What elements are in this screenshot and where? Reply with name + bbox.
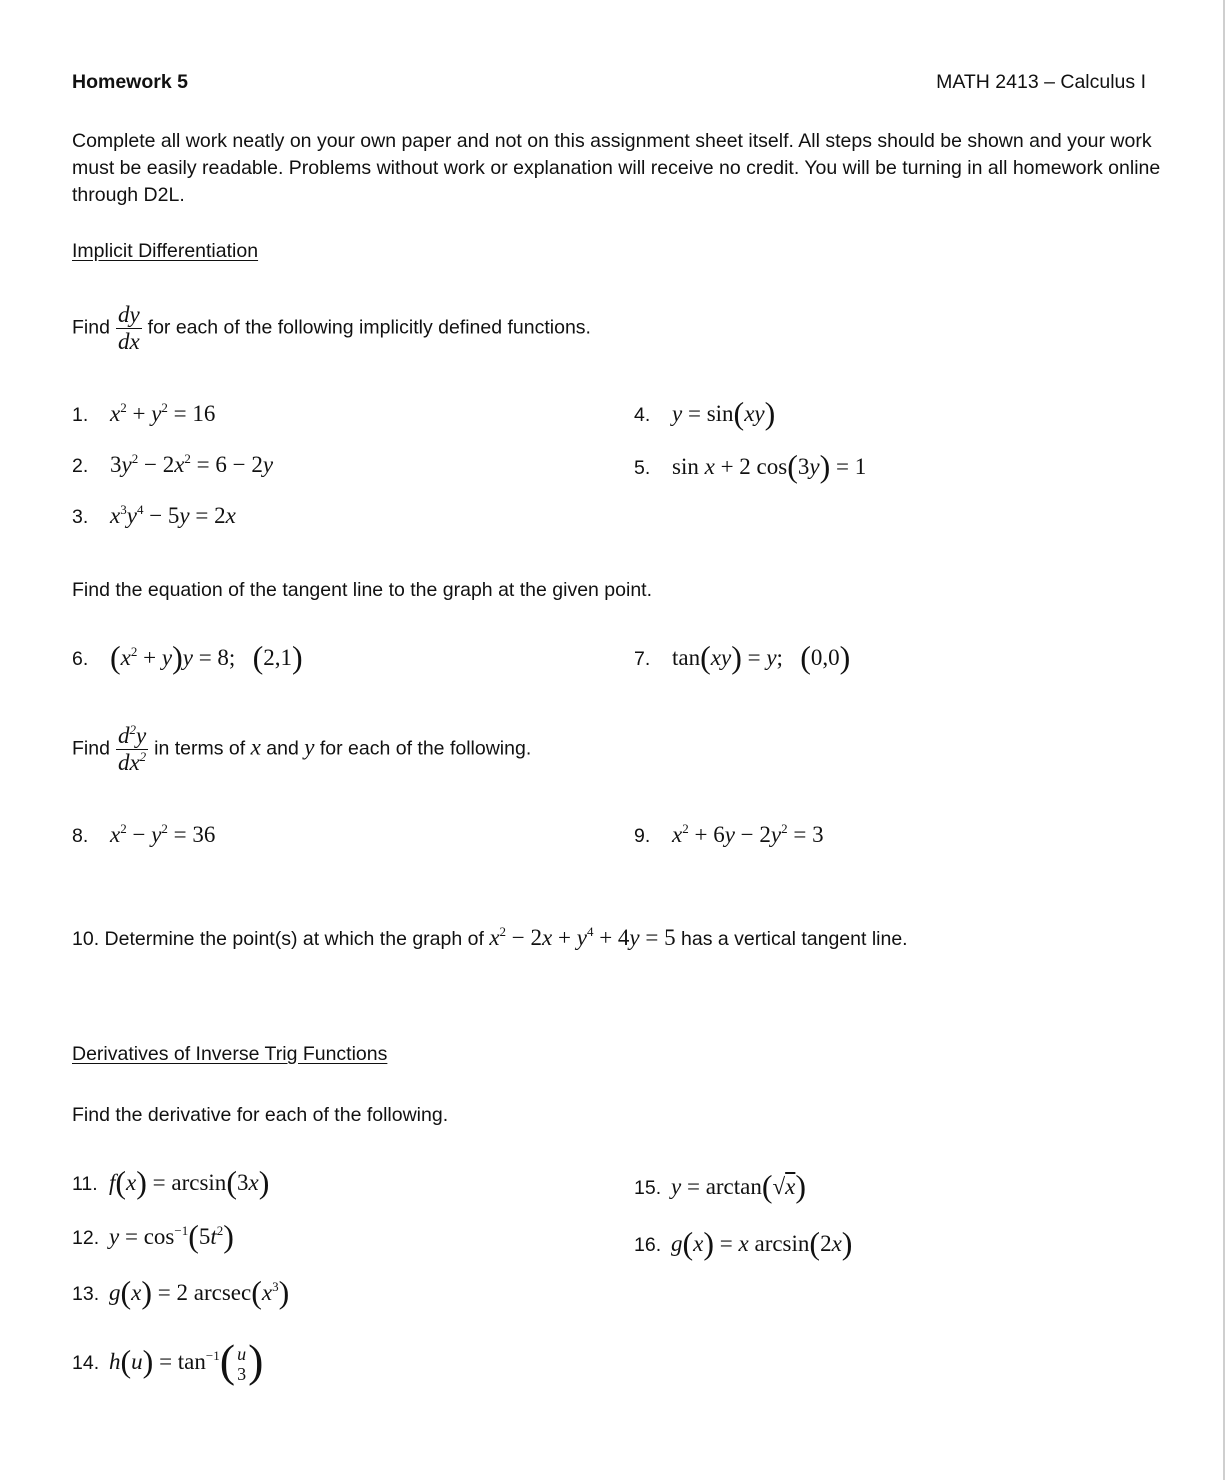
problem-16: 16. g(x) = x arcsin(2x) xyxy=(634,1225,853,1261)
problem-7: 7. tan(xy) = y; (0,0) xyxy=(634,639,851,675)
problem-3: 3. $x^3y^4 - 5y = 2x$ xyxy=(72,502,236,528)
problem-2: 2. $3y^2 - 2x^2 = 6 - 2y$ xyxy=(72,451,274,477)
problem-15: 15. y = arctan(√x) xyxy=(634,1168,807,1204)
section-title-implicit: Implicit Differentiation xyxy=(72,240,259,262)
problem-6: 6. $(x^2 + y)y = 8$; (2,1) xyxy=(72,639,303,675)
page-edge xyxy=(1223,0,1225,1480)
problem-10: 10. Determine the point(s) at which the graph of $x^2 - 2x + y^4 + 4y = 5$ has a vertical tangent line. xyxy=(72,924,908,950)
homework-title: Homework 5 xyxy=(72,71,188,93)
instruction-find-d2ydx2: Find $\frac{d^2y}{dx^2}$ in terms of x and y for each of the following. xyxy=(72,722,532,775)
problem-9: 9. $x^2 + 6y - 2y^2 = 3$ xyxy=(634,821,824,847)
instruction-tangent-line: Find the equation of the tangent line to the graph at the given point. xyxy=(72,579,653,601)
instruction-find-derivative: Find the derivative for each of the following. xyxy=(72,1104,449,1126)
problem-14: 14. $h(u) = \tan^{-1}$( u 3 ) xyxy=(72,1335,264,1387)
problem-12: 12. $y = \cos^{-1}(5t^2)$ xyxy=(72,1218,234,1254)
instruction-find-dydx: Find $\frac{dy}{dx}$ for each of the following implicitly defined functions. xyxy=(72,302,591,354)
instructions-paragraph: Complete all work neatly on your own paper and not on this assignment sheet itself. All steps should be shown and your work must be easily readable. Problems without work or explanation will receive no credit. You will be turning in all homework online through D2L. xyxy=(72,130,1161,206)
problem-4: 4. y = sin(xy) xyxy=(634,395,776,431)
problem-1: 1. $x^2 + y^2 = 16$ xyxy=(72,400,216,426)
problem-13: 13. g(x) = 2 $arcsec(x^3)$ xyxy=(72,1274,290,1310)
section-title-inverse-trig: Derivatives of Inverse Trig Functions xyxy=(72,1043,388,1065)
d2ydx2-fraction: $\frac{d^2y}{dx^2}$ xyxy=(117,722,147,775)
dydx-fraction: $\frac{dy}{dx}$ xyxy=(117,302,140,354)
problem-5: 5. sin x + 2 cos(3y) = 1 xyxy=(634,448,867,484)
problem-11: 11. f(x) = arcsin(3x) xyxy=(72,1164,270,1200)
problem-8: 8. $x^2 - y^2 = 36$ xyxy=(72,821,216,847)
course-title: MATH 2413 – Calculus I xyxy=(936,71,1146,93)
